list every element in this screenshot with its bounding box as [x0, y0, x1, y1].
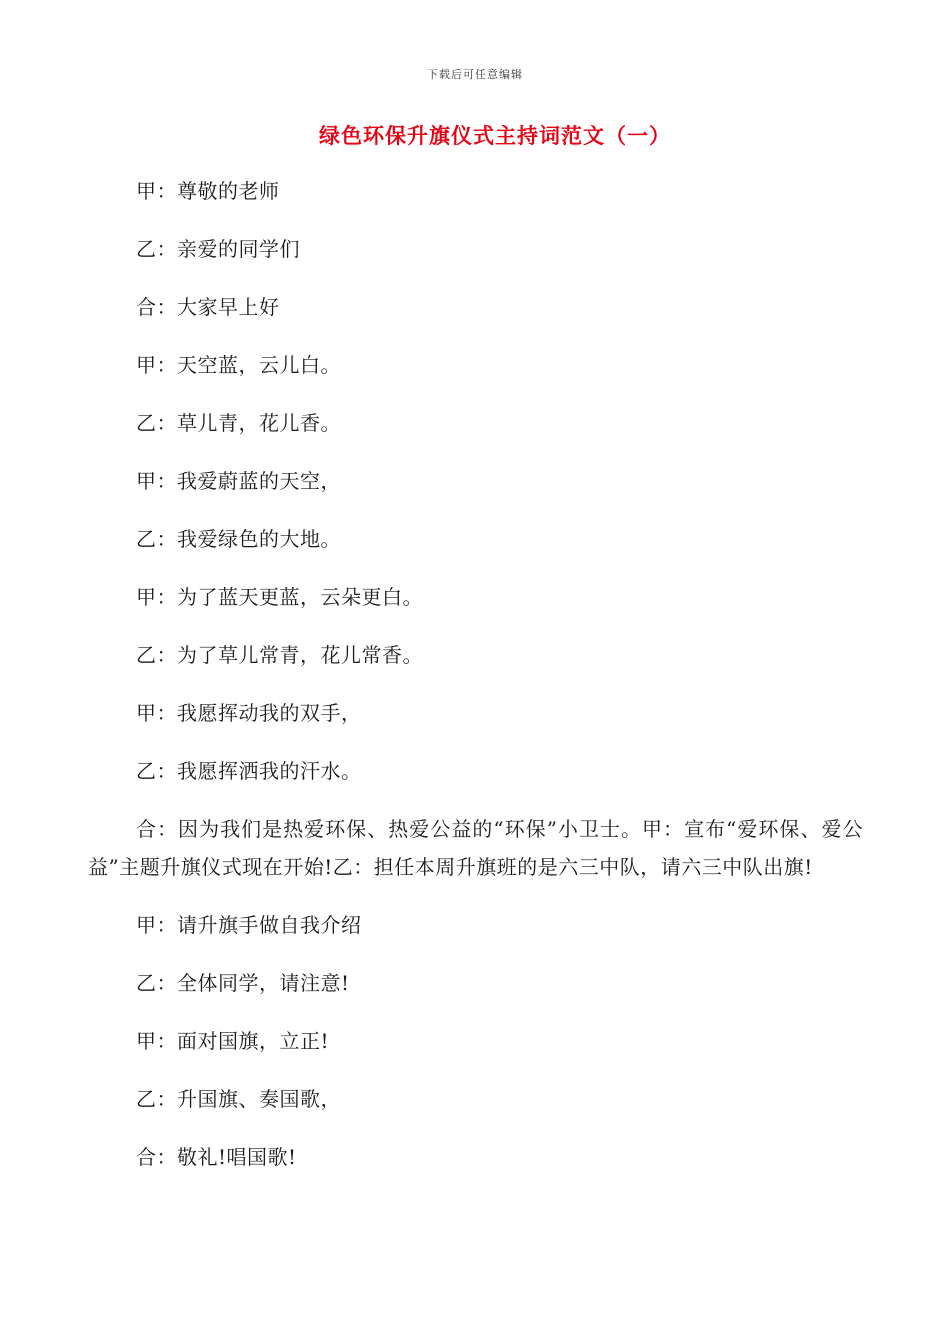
paragraph: 甲：我愿挥动我的双手，: [136, 701, 362, 725]
paragraph: 甲：尊敬的老师: [136, 179, 280, 203]
paragraph: 甲：面对国旗，立正!: [136, 1029, 330, 1053]
document-body: [88, 172, 863, 1196]
paragraph: 乙：我愿挥洒我的汗水。: [136, 759, 362, 783]
paragraph: 乙：升国旗、奏国歌，: [136, 1087, 341, 1111]
document-title: 绿色环保升旗仪式主持词范文（一）: [319, 123, 671, 148]
paragraph: 乙：亲爱的同学们: [136, 237, 300, 261]
paragraph: 乙：我爱绿色的大地。: [136, 527, 341, 551]
paragraph: 甲：我爱蔚蓝的天空，: [136, 469, 341, 493]
paragraph: 合：因为我们是热爱环保、热爱公益的“环保”小卫士。甲：宣布“爱环保、爱公益”主题升旗仪式现在开始!乙：担任本周升旗班的是六三中队，请六三中队出旗!: [88, 817, 863, 879]
paragraph: 甲：请升旗手做自我介绍: [136, 913, 362, 937]
paragraph: 甲：为了蓝天更蓝，云朵更白。: [136, 585, 423, 609]
paragraph: 乙：全体同学，请注意!: [136, 971, 350, 995]
paragraph: 甲：天空蓝，云儿白。: [136, 353, 341, 377]
paragraph: 合：敬礼!唱国歌!: [136, 1145, 297, 1169]
paragraph: 合：大家早上好: [136, 295, 280, 319]
paragraph: 乙：为了草儿常青，花儿常香。: [136, 643, 423, 667]
header-note: 下载后可任意编辑: [427, 68, 523, 81]
paragraph: 乙：草儿青，花儿香。: [136, 411, 341, 435]
